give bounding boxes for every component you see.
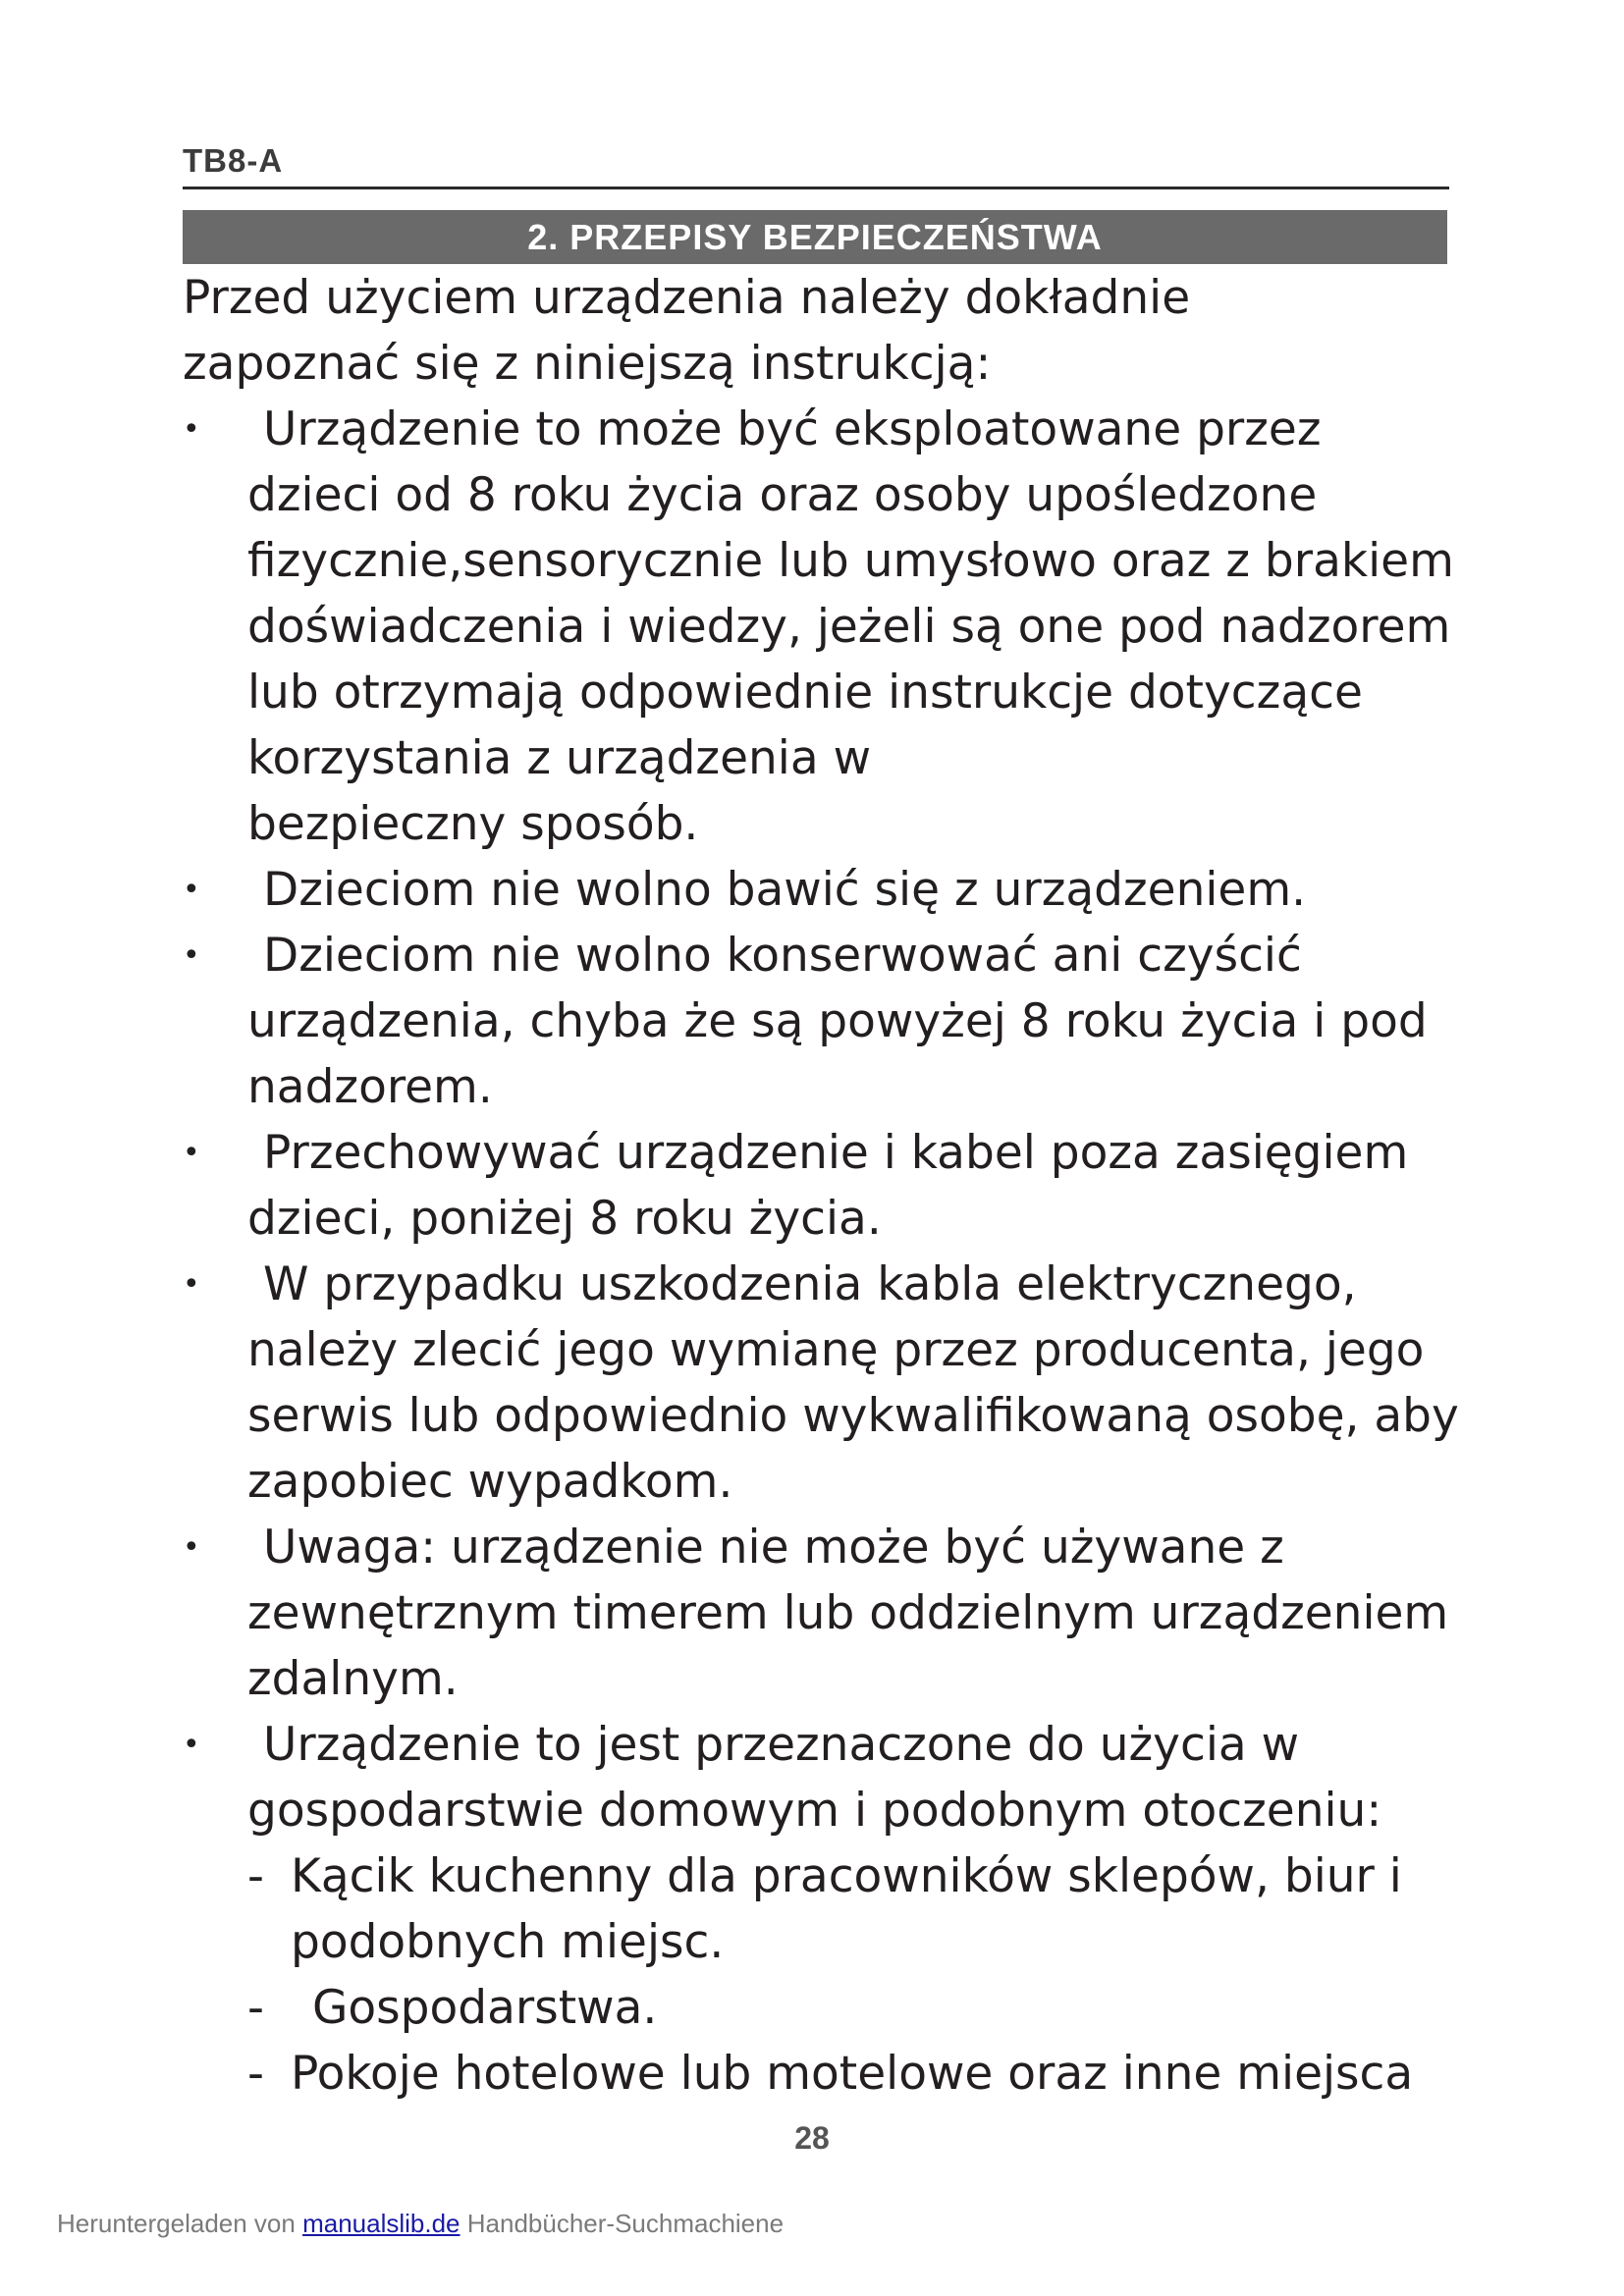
bullet-icon: •: [183, 1136, 200, 1170]
list-item: [183, 1252, 1459, 1515]
list-item-text: bezpieczny sposób.: [247, 797, 699, 851]
list-item-text: Urządzenie to może być eksploatowane przez dzieci od 8 roku życia oraz osoby upośledzone fizycznie,sensorycznie lub umysłowo oraz z brakiem doświadczenia i wiedzy, jeżeli są one pod nadzorem lub otrzymają odpowiednie instrukcje dotyczące korzystania z urządzenia w: [247, 402, 1454, 785]
header-rule: [183, 187, 1449, 189]
bullet-icon: •: [183, 938, 200, 973]
list-item-text: Urządzenie to jest przeznaczone do użycia w gospodarstwie domowym i podobnym otoczeniu:: [247, 1718, 1382, 1838]
sub-list-item-text: Gospodarstwa.: [312, 1981, 658, 2035]
page-number: 28: [794, 2120, 830, 2156]
dash-icon: -: [247, 2047, 264, 2101]
intro-paragraph: Przed użyciem urządzenia należy dokładnie zapoznać się z niniejszą instrukcją:: [183, 271, 1191, 391]
sub-list-item: [247, 2041, 1459, 2107]
list-item-text: W przypadku uszkodzenia kabla elektrycznego, należy zlecić jego wymianę przez producenta, jego serwis lub odpowiednio wykwalifikowaną osobę, aby zapobiec wypadkom.: [247, 1257, 1459, 1509]
list-item-text: Dzieciom nie wolno bawić się z urządzeniem.: [263, 863, 1307, 917]
list-item-text: Dzieciom nie wolno konserwować ani czyścić urządzenia, chyba że są powyżej 8 roku życia i pod nadzorem.: [247, 929, 1428, 1114]
dash-icon: -: [247, 1849, 264, 1903]
list-item: [183, 857, 1459, 923]
footer-suffix: Handbücher-Suchmachiene: [466, 2209, 785, 2238]
footer-prefix: Heruntergeladen von: [57, 2209, 296, 2238]
bullet-icon: •: [183, 1530, 200, 1565]
bullet-icon: •: [183, 1728, 200, 1762]
sub-list: [247, 1843, 1459, 2107]
list-item: [183, 923, 1459, 1120]
sub-list-item: [247, 1843, 1459, 1975]
sub-list-item-text: Kącik kuchenny dla pracowników sklepów, biur i podobnych miejsc.: [291, 1849, 1402, 1969]
dash-icon: -: [247, 1981, 264, 2035]
bullet-icon: •: [183, 873, 200, 907]
sub-list-item-text: Pokoje hotelowe lub motelowe oraz inne miejsca: [291, 2047, 1414, 2101]
bullet-icon: •: [183, 412, 200, 447]
list-item: [183, 1515, 1459, 1712]
list-item-text: Przechowywać urządzenie i kabel poza zasięgiem dzieci, poniżej 8 roku życia.: [247, 1126, 1409, 1246]
list-item-text: Uwaga: urządzenie nie może być używane z zewnętrznym timerem lub oddzielnym urządzeniem zdalnym.: [247, 1521, 1449, 1706]
section-title: 2. PRZEPISY BEZPIECZEŃSTWA: [527, 216, 1103, 257]
safety-list: [183, 397, 1459, 2107]
list-item: [183, 1712, 1459, 2107]
download-footer: [57, 2209, 784, 2239]
sub-list-item: [247, 1975, 1459, 2041]
document-body: [183, 265, 1459, 2107]
list-item: [183, 397, 1459, 857]
manualslib-link[interactable]: manualslib.de: [302, 2209, 460, 2238]
list-item: [183, 1120, 1459, 1252]
model-label: TB8-A: [183, 142, 284, 179]
bullet-icon: •: [183, 1267, 200, 1302]
section-heading-bar: [183, 210, 1447, 264]
